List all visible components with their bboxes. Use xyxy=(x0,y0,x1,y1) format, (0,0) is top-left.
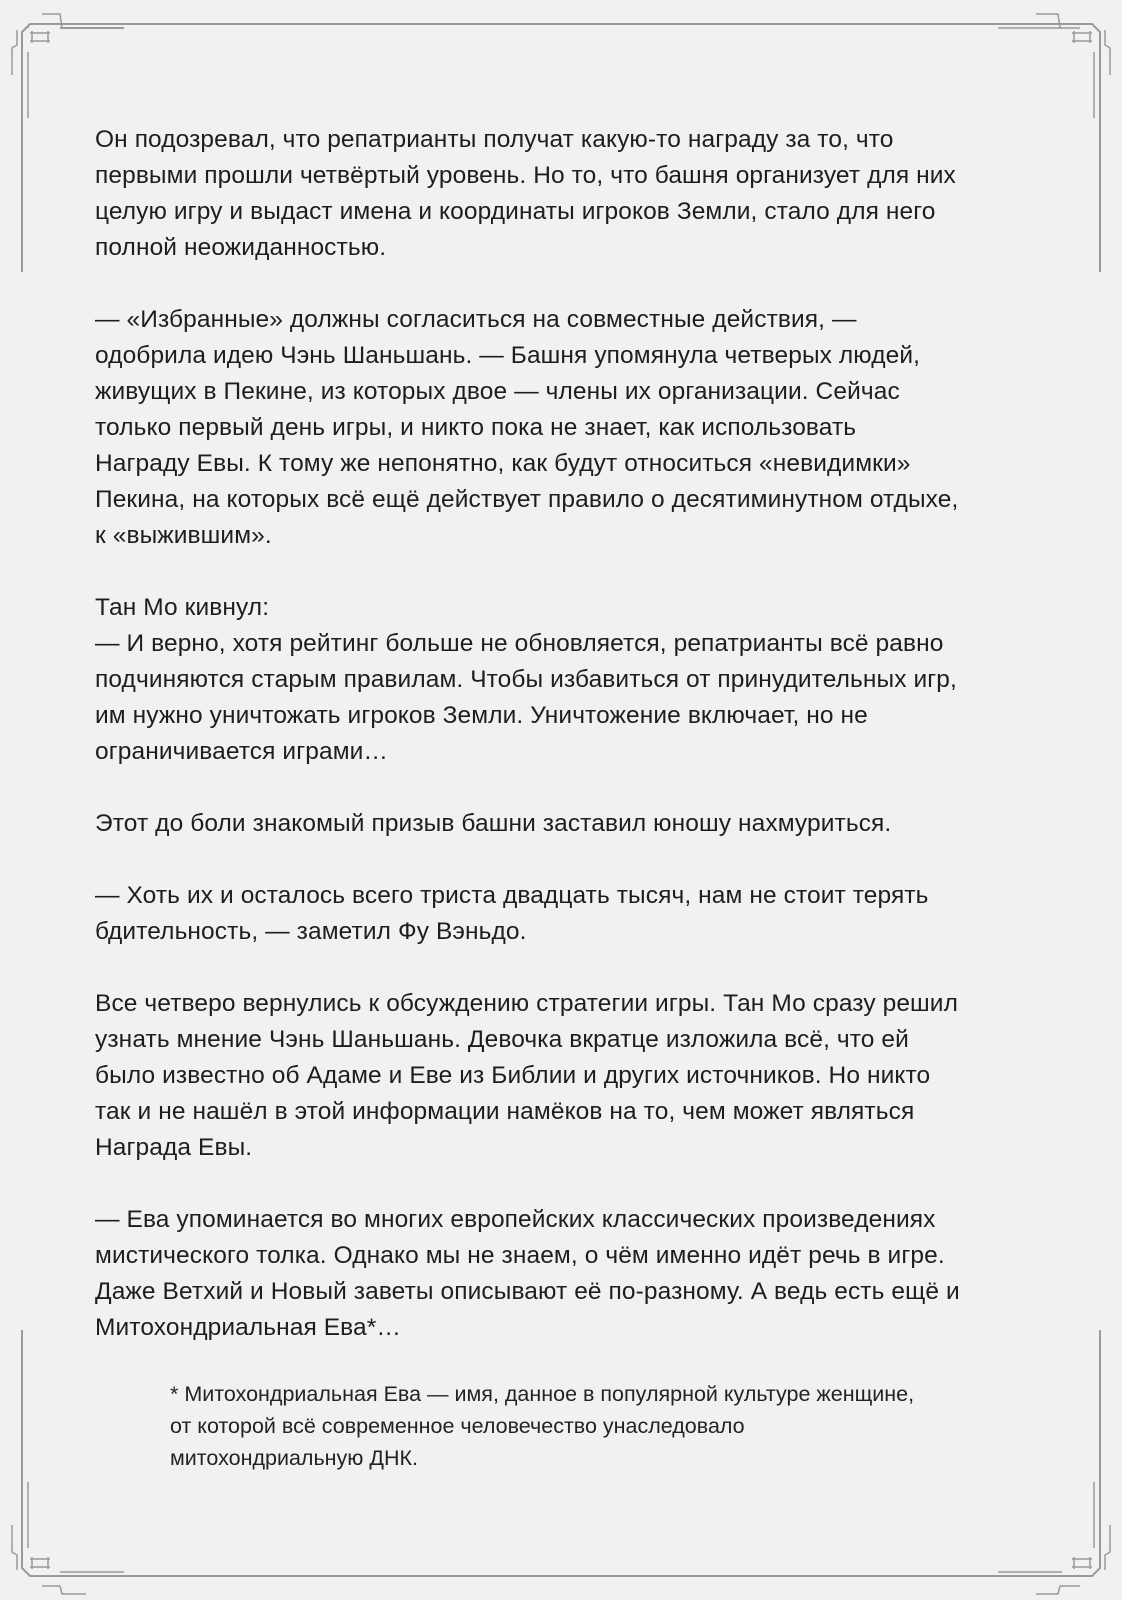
text-line: Он подозревал, что репатрианты получат какую-то награду за то, что xyxy=(95,126,894,153)
text-line: только первый день игры, и никто пока не знает, как использовать xyxy=(95,414,857,441)
text-line: Тан Мо кивнул: xyxy=(95,594,270,621)
text-line: Даже Ветхий и Новый заветы описывают её по-разному. А ведь есть ещё и xyxy=(95,1278,960,1305)
text-line: полной неожиданностью. xyxy=(95,234,387,261)
footnote-line: * Митохондриальная Ева — имя, данное в популярной культуре женщине, xyxy=(170,1382,915,1406)
paragraph xyxy=(95,1202,1035,1346)
text-line: к «выжившим». xyxy=(95,522,272,549)
text-line: было известно об Адаме и Еве из Библии и других источников. Но никто xyxy=(95,1062,931,1089)
text-line: — Хоть их и осталось всего триста двадцать тысяч, нам не стоит терять xyxy=(95,882,929,909)
paragraph xyxy=(95,302,1035,554)
paragraph xyxy=(95,122,1035,266)
corner-ornament-bottom-right xyxy=(998,1482,1110,1594)
text-line: Пекина, на которых всё ещё действует правило о десятиминутном отдыхе, xyxy=(95,486,959,513)
footnote-line: от которой всё современное человечество унаследовало xyxy=(170,1414,745,1438)
text-line: живущих в Пекине, из которых двое — члены их организации. Сейчас xyxy=(95,378,900,405)
text-line: — «Избранные» должны согласиться на совместные действия, — xyxy=(95,306,857,333)
paragraph xyxy=(95,986,1035,1166)
text-line: им нужно уничтожать игроков Земли. Уничтожение включает, но не xyxy=(95,702,868,729)
corner-ornament-bottom-left xyxy=(12,1482,124,1594)
text-line: так и не нашёл в этой информации намёков на то, чем может являться xyxy=(95,1098,915,1125)
text-line: Этот до боли знакомый призыв башни заставил юношу нахмуриться. xyxy=(95,810,892,837)
text-line: — И верно, хотя рейтинг больше не обновляется, репатрианты всё равно xyxy=(95,630,944,657)
paragraph xyxy=(95,806,1035,842)
text-line: целую игру и выдаст имена и координаты игроков Земли, стало для него xyxy=(95,198,936,225)
corner-ornament-top-right xyxy=(998,14,1110,118)
text-line: Награду Евы. К тому же непонятно, как будут относиться «невидимки» xyxy=(95,450,911,477)
text-line: подчиняются старым правилам. Чтобы избавиться от принудительных игр, xyxy=(95,666,957,693)
text-line: бдительность, — заметил Фу Вэньдо. xyxy=(95,918,527,945)
text-line: Все четверо вернулись к обсуждению стратегии игры. Тан Мо сразу решил xyxy=(95,990,958,1017)
page-body-text xyxy=(95,122,1035,1382)
text-line: Митохондриальная Ева*… xyxy=(95,1314,401,1341)
text-line: первыми прошли четвёртый уровень. Но то, что башня организует для них xyxy=(95,162,956,189)
text-line: одобрила идею Чэнь Шаньшань. — Башня упомянула четверых людей, xyxy=(95,342,921,369)
footnote-line: митохондриальную ДНК. xyxy=(170,1446,418,1470)
paragraph xyxy=(95,590,1035,770)
text-line: узнать мнение Чэнь Шаньшань. Девочка вкратце изложила всё, что ей xyxy=(95,1026,909,1053)
paragraph xyxy=(95,878,1035,950)
text-line: — Ева упоминается во многих европейских классических произведениях xyxy=(95,1206,936,1233)
text-line: ограничивается играми… xyxy=(95,738,389,765)
text-line: мистического толка. Однако мы не знаем, о чём именно идёт речь в игре. xyxy=(95,1242,945,1269)
footnote xyxy=(170,1378,1030,1474)
text-line: Награда Евы. xyxy=(95,1134,253,1161)
